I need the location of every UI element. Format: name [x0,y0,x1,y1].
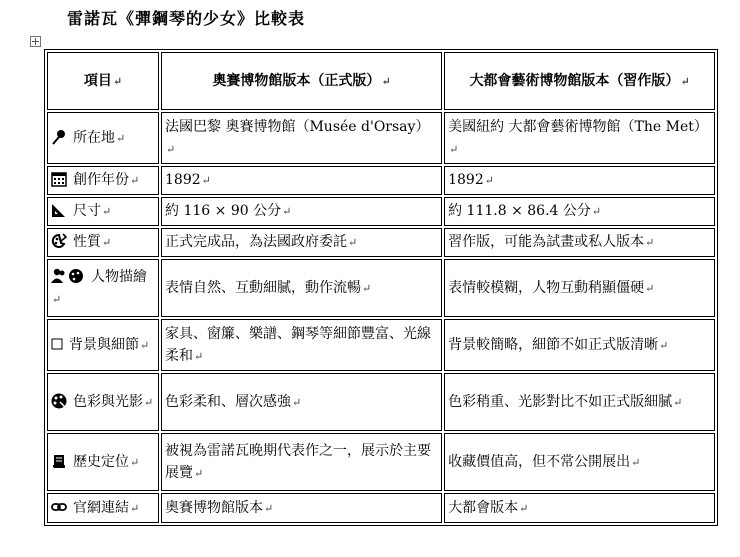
cell-orsay[interactable]: 1892↵ [161,166,442,195]
document-title: 雷諾瓦《彈鋼琴的少女》比較表 [67,9,306,28]
row-label: 性質↵ [47,228,159,257]
cell-met[interactable]: 美國紐約 大都會藝術博物館（The Met）↵ [444,112,715,164]
cell-met[interactable]: 1892↵ [444,166,715,195]
row-label: 色彩與光影↵ [47,373,159,431]
cell-orsay[interactable]: 色彩柔和、層次感強↵ [161,373,442,431]
row-label: 背景與細節↵ [47,319,159,371]
table-row [47,373,715,431]
cell-met[interactable]: 色彩稍重、光影對比不如正式版細膩↵ [444,373,715,431]
table-row [47,493,715,523]
table-row [47,112,715,164]
link-icon [51,499,67,515]
comparison-table [44,49,718,526]
pin-icon [51,129,67,145]
row-label: 創作年份↵ [47,166,159,195]
table-row [47,228,715,257]
cell-met[interactable]: 表情較模糊，人物互動稍顯僵硬↵ [444,259,715,317]
row-label: 尺寸↵ [47,197,159,226]
row-label: 官網連結↵ [47,493,159,523]
cell-orsay[interactable]: 約 116 × 90 公分↵ [161,197,442,226]
table-move-handle[interactable] [30,36,41,47]
table-row [47,166,715,195]
header-orsay: 奧賽博物館版本（正式版）↵ [161,52,442,110]
checkbox-icon [51,338,63,350]
cell-orsay[interactable]: 被視為雷諾瓦晚期代表作之一，展示於主要展覽↵ [161,433,442,491]
cell-met-link[interactable]: 大都會版本↵ [444,493,715,523]
paint-palette-icon [51,393,67,409]
cell-orsay[interactable]: 正式完成品，為法國政府委託↵ [161,228,442,257]
row-label: 歷史定位↵ [47,433,159,491]
scroll-icon [51,453,67,469]
cell-orsay-link[interactable]: 奧賽博物館版本↵ [161,493,442,523]
palette-icon [51,233,67,249]
cell-met[interactable]: 收藏價值高，但不常公開展出↵ [444,433,715,491]
cell-orsay[interactable]: 表情自然、互動細膩，動作流暢↵ [161,259,442,317]
ruler-icon [51,202,67,218]
table-row [47,319,715,371]
table-row [47,433,715,491]
people-icon [51,268,85,284]
cell-orsay[interactable]: 法國巴黎 奧賽博物館（Musée d'Orsay）↵ [161,112,442,164]
header-item: 項目↵ [47,52,159,110]
cell-met[interactable]: 習作版，可能為試畫或私人版本↵ [444,228,715,257]
table-row [47,197,715,226]
table-header-row [47,52,715,110]
cell-orsay[interactable]: 家具、窗簾、樂譜、鋼琴等細節豐富、光線柔和↵ [161,319,442,371]
calendar-icon [51,171,67,187]
row-label: 所在地↵ [47,112,159,164]
header-met: 大都會藝術博物館版本（習作版）↵ [444,52,715,110]
cell-met[interactable]: 約 111.8 × 86.4 公分↵ [444,197,715,226]
table-row [47,259,715,317]
cell-met[interactable]: 背景較簡略，細節不如正式版清晰↵ [444,319,715,371]
row-label: 人物描繪↵ [47,259,159,317]
